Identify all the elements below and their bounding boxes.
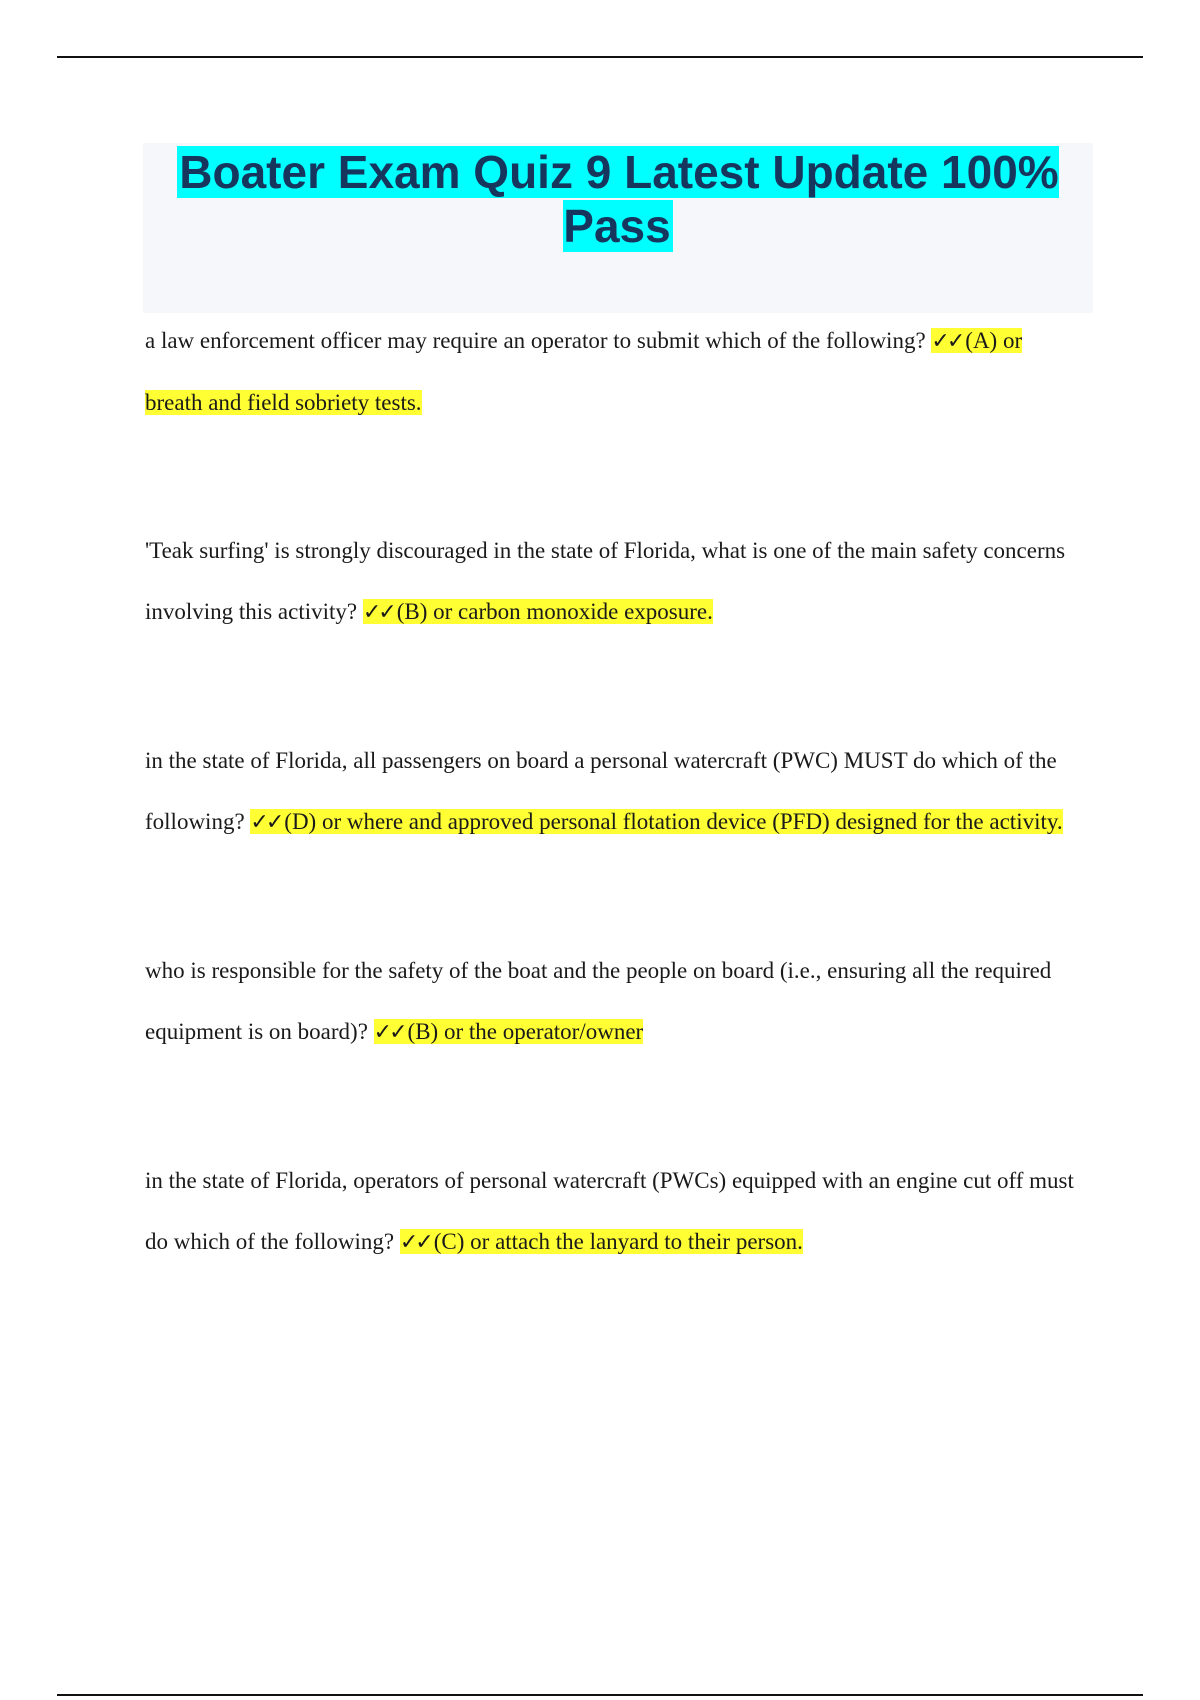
answer-highlight <box>400 1229 803 1254</box>
double-check-icon: ✓✓ <box>373 1020 405 1045</box>
question-text: who is responsible for the safety of the boat and the people on board (i.e., ensuring all the required equipment is on board)? <box>145 958 1052 1044</box>
document-title-text: Boater Exam Quiz 9 Latest Update 100% Pass <box>179 146 1059 252</box>
answer-text: (B) or carbon monoxide exposure. <box>396 599 713 624</box>
title-block <box>143 143 1093 313</box>
qa-item-3 <box>145 730 1085 853</box>
answer-text: (B) or the operator/owner <box>407 1019 644 1044</box>
answer-text: (D) or where and approved personal flotation device (PFD) designed for the activity. <box>284 809 1063 834</box>
qa-item-4 <box>145 940 1085 1063</box>
qa-item-5 <box>145 1150 1085 1273</box>
answer-highlight <box>374 1019 644 1044</box>
question-text: in the state of Florida, all passengers on board a personal watercraft (PWC) MUST do which of the following? <box>145 748 1057 834</box>
page-bottom-rule <box>57 1694 1143 1696</box>
double-check-icon: ✓✓ <box>362 600 394 625</box>
question-list <box>145 310 1085 1360</box>
qa-item-2 <box>145 520 1085 643</box>
answer-highlight <box>250 809 1062 834</box>
question-text: in the state of Florida, operators of personal watercraft (PWCs) equipped with an engine cut off must do which of the following? <box>145 1168 1074 1254</box>
qa-item-1 <box>145 310 1085 433</box>
page-top-rule <box>57 56 1143 58</box>
document-title <box>143 143 1093 253</box>
answer-text: (A) or breath and field sobriety tests. <box>145 328 1023 415</box>
question-text: a law enforcement officer may require an operator to submit which of the following? <box>145 328 926 353</box>
double-check-icon: ✓✓ <box>399 1230 431 1255</box>
question-text: 'Teak surfing' is strongly discouraged in the state of Florida, what is one of the main safety concerns involving this activity? <box>145 538 1066 624</box>
answer-text: (C) or attach the lanyard to their person. <box>433 1229 803 1254</box>
double-check-icon: ✓✓ <box>250 810 282 835</box>
answer-highlight <box>363 599 713 624</box>
double-check-icon: ✓✓ <box>931 329 963 354</box>
